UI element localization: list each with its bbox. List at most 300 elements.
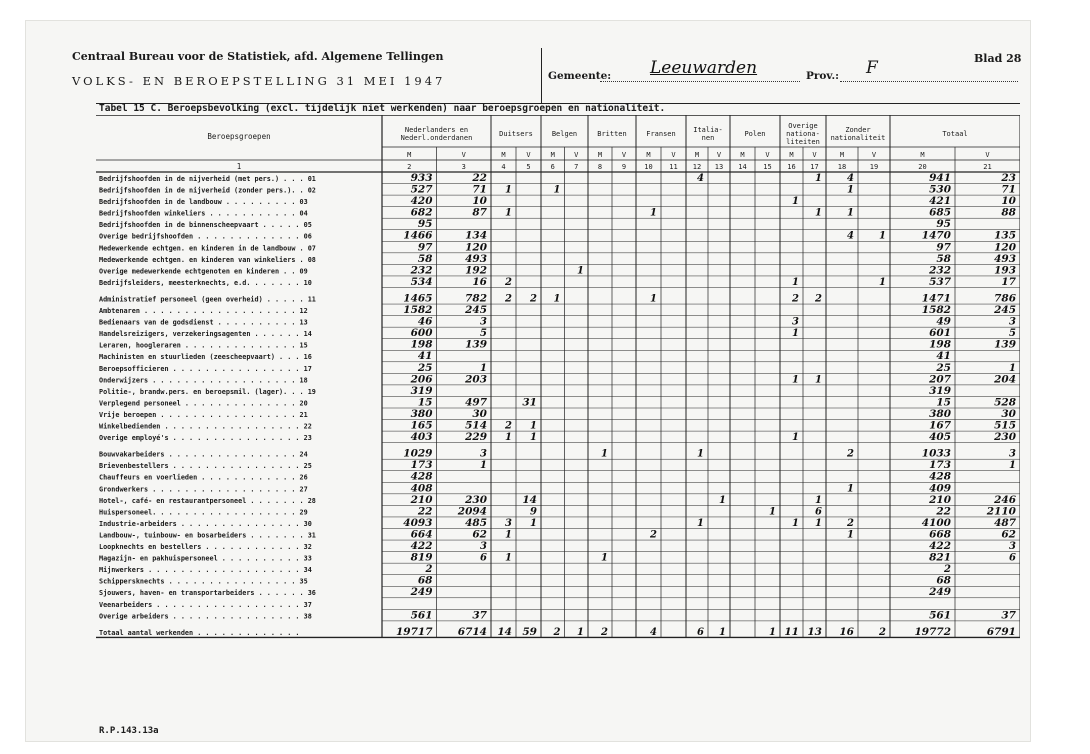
- table-row-label: Ambtenaren . . . . . . . . . . . . . . . . . . . 12: [99, 307, 308, 315]
- v-label: V: [621, 151, 627, 159]
- gemeente-value: Leeuwarden: [650, 58, 758, 78]
- column-number: 10: [644, 163, 653, 171]
- table-row-label: Landbouw-, tuinbouw- en bosarbeiders . . . . . . . 31: [99, 531, 316, 540]
- table-cell: 230: [465, 493, 487, 506]
- m-label: M: [646, 151, 651, 159]
- m-label: M: [789, 151, 794, 159]
- table-cell: 1: [553, 293, 561, 305]
- table-cell: 16: [472, 275, 487, 288]
- table-cell: 3: [1009, 448, 1016, 460]
- column-number: 15: [763, 163, 772, 171]
- table-cell: 245: [465, 304, 487, 316]
- v-label: V: [765, 151, 770, 159]
- table-cell: 782: [465, 292, 487, 305]
- table-cell: 135: [994, 229, 1016, 242]
- table-cell: 58: [936, 252, 951, 265]
- table-row-label: Grondwerkers . . . . . . . . . . . . . . . . . . 27: [99, 485, 308, 494]
- table-cell: 1: [650, 207, 657, 219]
- v-label: V: [812, 151, 817, 159]
- table-cell: 1: [815, 374, 822, 386]
- table-cell: 58: [417, 252, 433, 265]
- table-cell: 97: [936, 241, 951, 254]
- table-cell: 2: [847, 448, 854, 460]
- table-cell: 941: [929, 171, 951, 184]
- table-cell: 3: [480, 541, 487, 552]
- column-number: 7: [574, 163, 579, 171]
- census-title: VOLKS- EN BEROEPSTELLING 31 MEI 1947: [72, 74, 446, 88]
- table-cell: 534: [410, 275, 433, 288]
- table-cell: 206: [410, 373, 433, 386]
- table-cell: 1: [697, 517, 704, 529]
- table-cell: 380: [929, 407, 951, 420]
- table-cell: 22: [936, 505, 951, 518]
- table-row-label: Administratief personeel (geen overheid) . . . . . 11: [99, 295, 316, 304]
- table-cell: 19717: [395, 625, 433, 638]
- column-number: 11: [669, 163, 678, 171]
- table-row-label: Bedrijfshoofden in de landbouw . . . . . . . . . 03: [99, 198, 308, 207]
- table-cell: 97: [417, 241, 433, 254]
- column-number: 3: [461, 163, 466, 171]
- table-cell: 6714: [457, 625, 487, 638]
- m-label: M: [740, 151, 745, 159]
- column-number: 19: [869, 163, 879, 171]
- table-cell: 1471: [921, 292, 951, 305]
- table-cell: 230: [994, 431, 1016, 444]
- nationality-header: nen: [701, 134, 715, 143]
- table-cell: 819: [410, 551, 433, 564]
- table-cell: 87: [472, 206, 487, 219]
- table-cell: 2: [879, 626, 886, 638]
- table-cell: 1: [719, 626, 726, 638]
- table-row-label: Bedrijfshoofden in de binnenscheepvaart . . . . . 05: [99, 221, 312, 230]
- table-row-label: Huispersoneel. . . . . . . . . . . . . . . . . . 29: [99, 508, 308, 517]
- m-label: M: [920, 151, 925, 159]
- table-cell: 561: [410, 609, 433, 622]
- table-cell: 245: [994, 304, 1016, 316]
- table-cell: 2: [505, 420, 512, 432]
- table-cell: 1: [792, 432, 799, 444]
- table-cell: 1: [601, 448, 608, 460]
- table-row-label: Brievenbestellers . . . . . . . . . . . . . . . . 25: [99, 462, 312, 471]
- table-cell: 1: [505, 552, 512, 564]
- table-cell: 62: [472, 528, 487, 541]
- table-cell: 1: [879, 230, 886, 242]
- table-cell: 1: [650, 293, 657, 305]
- m-label: M: [597, 151, 603, 159]
- m-label: M: [501, 151, 506, 159]
- table-cell: 515: [994, 419, 1016, 432]
- nationality-header: Britten: [597, 130, 627, 138]
- table-cell: 23: [1001, 171, 1016, 184]
- table-cell: 14: [497, 625, 512, 638]
- table-cell: 664: [410, 528, 433, 541]
- form-code: R.P.143.13a: [99, 726, 159, 736]
- table-cell: 530: [929, 183, 951, 196]
- table-cell: 204: [994, 373, 1016, 386]
- table-cell: 600: [410, 327, 433, 340]
- table-cell: 246: [994, 493, 1016, 506]
- table-cell: 685: [929, 206, 951, 219]
- table-cell: 37: [472, 609, 487, 622]
- table-cell: 1: [879, 276, 886, 288]
- table-cell: 193: [994, 264, 1016, 277]
- table-cell: 232: [410, 264, 433, 277]
- table-cell: 4: [847, 172, 854, 184]
- table-cell: 1: [577, 626, 584, 638]
- table-cell: 2: [601, 626, 608, 638]
- table-row-label: Sjouwers, haven- en transportarbeiders . . . . . . 36: [99, 589, 316, 598]
- sheet-number: Blad 28: [974, 52, 1022, 65]
- nationality-header: Polen: [744, 130, 766, 138]
- table-cell: 428: [410, 470, 433, 483]
- table-cell: 203: [465, 373, 487, 386]
- table-row-label: Leraren, hoogleraren . . . . . . . . . . . . . . 15: [99, 341, 308, 350]
- table-cell: 1: [847, 529, 854, 541]
- table-cell: 1582: [921, 304, 951, 316]
- table-cell: 422: [929, 540, 951, 552]
- table-cell: 319: [929, 384, 951, 397]
- column-number: 4: [501, 163, 506, 171]
- table-cell: 821: [929, 551, 951, 564]
- table-cell: 1470: [921, 229, 951, 242]
- table-cell: 1029: [403, 447, 433, 460]
- table-cell: 514: [465, 419, 487, 432]
- table-cell: 421: [929, 195, 951, 208]
- table-cell: 1: [792, 374, 799, 386]
- table-row-label: Hotel-, café- en restaurantpersoneel . . . . . . . 28: [99, 496, 316, 505]
- table-cell: 2: [505, 293, 512, 305]
- table-cell: 1: [792, 196, 799, 208]
- table-cell: 527: [410, 183, 433, 196]
- table-cell: 120: [465, 241, 487, 254]
- nationality-header: Nederl.onderdanen: [400, 134, 473, 143]
- table-cell: 537: [929, 275, 951, 288]
- table-row-label: Overige arbeiders . . . . . . . . . . . . . . . . 38: [99, 612, 312, 621]
- table-cell: 2: [792, 293, 799, 305]
- table-row-label: Bedrijfsleiders, meesterknechts, e.d. . . . . . . 10: [99, 278, 312, 287]
- province-line: [840, 81, 1018, 82]
- table-title: Tabel 15 C. Beroepsbevolking (excl. tijdelijk niet werkenden) naar beroepsgroepen en nationaliteit.: [99, 103, 666, 114]
- table-cell: 71: [472, 183, 487, 196]
- table-row-label: Bedienaars van de godsdienst . . . . . . . . . . 13: [99, 318, 308, 327]
- nationality-header: Totaal: [942, 130, 968, 138]
- table-cell: 4: [650, 626, 657, 638]
- table-cell: 1582: [403, 304, 433, 316]
- table-row-label: Veenarbeiders . . . . . . . . . . . . . . . . . . 37: [99, 600, 312, 609]
- table-cell: 68: [936, 574, 951, 587]
- table-cell: 1: [815, 517, 822, 529]
- table-cell: 68: [417, 574, 433, 587]
- nationality-header: Overige: [788, 121, 818, 130]
- table-row-label: Bedrijfshoofden in de nijverheid (zonder pers.). . 02: [99, 186, 316, 195]
- table-cell: 1: [815, 172, 822, 184]
- table-cell: 3: [505, 517, 512, 529]
- table-row-label: Medewerkende echtgen. en kinderen in de landbouw . 07: [99, 244, 316, 253]
- table-cell: 49: [936, 315, 951, 328]
- table-cell: 71: [1001, 183, 1016, 196]
- table-cell: 6: [480, 552, 487, 564]
- table-cell: 192: [465, 264, 487, 277]
- table-cell: 4: [697, 172, 704, 184]
- province-label: Prov.:: [806, 70, 840, 82]
- table-cell: 1: [553, 184, 561, 196]
- table-cell: 493: [994, 252, 1016, 265]
- table-row-label: Bedrijfshoofden in de nijverheid (met pers.) . . . 01: [99, 174, 316, 183]
- column-number: 20: [918, 163, 927, 171]
- table-cell: 1: [577, 265, 584, 277]
- v-label: V: [716, 151, 722, 159]
- table-cell: 120: [994, 241, 1016, 254]
- column-number: 13: [714, 163, 724, 171]
- table-cell: 1: [815, 494, 822, 506]
- table-cell: 1: [847, 207, 854, 219]
- table-cell: 1: [792, 328, 799, 340]
- v-label: V: [526, 151, 531, 159]
- table-cell: 682: [410, 206, 433, 219]
- v-label: V: [871, 151, 877, 159]
- column-number: 18: [837, 163, 847, 171]
- nationality-header: Fransen: [646, 130, 676, 138]
- table-row-label: Verplegend personeel . . . . . . . . . . . . . . 20: [99, 399, 308, 408]
- table-cell: 3: [480, 448, 487, 460]
- table-cell: 2: [815, 293, 822, 305]
- table-cell: 173: [410, 459, 433, 472]
- table-cell: 139: [465, 338, 487, 351]
- column-number: 14: [738, 163, 747, 171]
- table-cell: 41: [417, 350, 433, 363]
- table-cell: 1: [601, 552, 608, 564]
- table-cell: 2: [944, 564, 951, 576]
- table-cell: 229: [465, 431, 487, 444]
- table-cell: 3: [480, 316, 487, 328]
- occupation-table: [96, 115, 1020, 715]
- column-number: 12: [692, 163, 702, 171]
- table-cell: 10: [472, 195, 487, 208]
- table-cell: 1: [480, 362, 487, 374]
- table-cell: 1: [769, 626, 776, 638]
- table-cell: 13: [807, 625, 822, 638]
- table-cell: 1: [505, 432, 512, 444]
- table-cell: 1: [480, 460, 487, 472]
- table-cell: 22: [472, 171, 487, 184]
- table-cell: 25: [936, 361, 951, 374]
- table-cell: 15: [417, 396, 433, 409]
- table-cell: 46: [417, 315, 433, 328]
- header-divider: [541, 48, 542, 103]
- table-cell: 1: [530, 432, 537, 444]
- table-cell: 173: [929, 459, 951, 472]
- v-label: V: [985, 151, 990, 159]
- table-cell: 95: [417, 218, 433, 231]
- table-cell: 1: [530, 420, 537, 432]
- table-cell: 14: [522, 493, 537, 506]
- table-cell: 11: [784, 625, 799, 638]
- m-label: M: [839, 151, 845, 159]
- table-cell: 1: [505, 529, 512, 541]
- table-cell: 198: [929, 338, 951, 351]
- column-number: 9: [621, 163, 627, 171]
- table-row-label: Chauffeurs en voerlieden . . . . . . . . . . . . 26: [99, 473, 308, 482]
- table-cell: 62: [1001, 528, 1016, 541]
- table-cell: 1: [815, 207, 822, 219]
- table-row-label: Vrije beroepen . . . . . . . . . . . . . . . . . 21: [99, 410, 308, 419]
- table-cell: 319: [410, 384, 433, 397]
- table-cell: 1: [1009, 460, 1016, 472]
- table-cell: 5: [480, 328, 487, 340]
- table-cell: 3: [792, 316, 799, 328]
- table-cell: 5: [1009, 328, 1016, 340]
- province-value: F: [866, 58, 878, 78]
- table-cell: 232: [929, 264, 951, 277]
- nationality-header: Zonder: [845, 125, 871, 134]
- column-number: 16: [787, 163, 796, 171]
- table-cell: 2: [553, 626, 561, 638]
- table-cell: 1: [792, 517, 799, 529]
- table-cell: 1: [697, 448, 704, 460]
- table-cell: 249: [410, 586, 433, 599]
- table-cell: 249: [929, 586, 951, 599]
- table-cell: 1466: [403, 229, 433, 242]
- table-row-label: Medewerkende echtgen. en kinderen van winkeliers . 08: [99, 255, 316, 264]
- table-cell: 6: [1009, 552, 1016, 564]
- table-cell: 561: [929, 609, 951, 622]
- table-cell: 1033: [921, 447, 951, 460]
- table-cell: 88: [1001, 206, 1016, 219]
- table-row-label: Industrie-arbeiders . . . . . . . . . . . . . . . 30: [99, 519, 312, 528]
- column-number: 1: [236, 162, 242, 171]
- table-cell: 6791: [986, 625, 1016, 638]
- table-cell: 485: [465, 516, 487, 529]
- table-cell: 1: [719, 494, 726, 506]
- table-cell: 428: [929, 470, 951, 483]
- table-row-label: Overige medewerkende echtgenoten en kinderen . . 09: [99, 267, 308, 276]
- table-cell: 1: [530, 517, 537, 529]
- table-cell: 2: [425, 564, 433, 576]
- table-cell: 165: [410, 419, 433, 432]
- table-cell: 22: [417, 505, 433, 518]
- v-label: V: [461, 151, 466, 159]
- table-cell: 2: [530, 293, 537, 305]
- table-row-label: Winkelbedienden . . . . . . . . . . . . . . . . . 22: [99, 422, 312, 431]
- table-cell: 408: [410, 482, 433, 495]
- table-cell: 4093: [403, 516, 433, 529]
- table-row-label: Beroepsofficieren . . . . . . . . . . . . . . . . 17: [99, 364, 312, 373]
- column-number: 21: [983, 163, 992, 171]
- table-cell: 210: [929, 493, 951, 506]
- table-cell: 3: [1009, 316, 1016, 328]
- table-cell: 409: [929, 482, 951, 495]
- groups-header: Beroepsgroepen: [207, 132, 271, 141]
- table-cell: 139: [994, 338, 1016, 351]
- v-label: V: [671, 151, 676, 159]
- table-cell: 4100: [921, 516, 951, 529]
- table-row-label: Bouwvakarbeiders . . . . . . . . . . . . . . . . 24: [99, 450, 308, 459]
- v-label: V: [574, 151, 579, 159]
- table-cell: 380: [410, 407, 433, 420]
- table-cell: 668: [929, 528, 951, 541]
- table-cell: 3: [1009, 541, 1016, 552]
- bureau-title: Centraal Bureau voor de Statistiek, afd. Algemene Tellingen: [72, 50, 444, 63]
- gemeente-line: [600, 81, 800, 82]
- nationality-header: liteiten: [786, 138, 820, 147]
- table-cell: 1: [847, 184, 854, 196]
- table-row-label: Mijnwerkers . . . . . . . . . . . . . . . . . . . 34: [99, 566, 312, 575]
- table-cell: 31: [522, 396, 537, 409]
- column-number: 6: [550, 163, 555, 171]
- table-cell: 1465: [403, 292, 433, 305]
- table-cell: 601: [929, 327, 951, 340]
- nationality-header: Duitsers: [499, 130, 533, 138]
- table-cell: 59: [522, 625, 537, 638]
- table-cell: 30: [1001, 407, 1016, 420]
- column-number: 2: [407, 163, 412, 171]
- table-cell: 528: [994, 396, 1016, 409]
- table-cell: 1: [505, 207, 512, 219]
- m-label: M: [694, 151, 700, 159]
- total-row-label: Totaal aantal werkenden . . . . . . . . . . . . .: [99, 628, 300, 637]
- table-cell: 1: [1009, 362, 1016, 374]
- table-cell: 497: [465, 396, 487, 409]
- table-cell: 6: [697, 626, 704, 638]
- nationality-header: nationaliteit: [830, 134, 886, 143]
- table-cell: 1: [847, 483, 854, 495]
- table-row-label: Handelsreizigers, verzekeringsagenten . . . . . . 14: [99, 330, 312, 339]
- table-row-label: Politie-, brandw.pers. en beroepsmil. (lager). . . 19: [99, 387, 316, 396]
- table-cell: 487: [994, 516, 1016, 529]
- table-cell: 2094: [457, 505, 487, 518]
- table-cell: 198: [410, 338, 433, 351]
- table-cell: 207: [929, 373, 951, 386]
- table-cell: 19772: [914, 625, 951, 638]
- table-cell: 25: [417, 361, 433, 374]
- table-row-label: Magazijn- en pakhuispersoneel . . . . . . . . . . 33: [99, 554, 312, 563]
- table-cell: 403: [410, 431, 433, 444]
- column-number: 5: [526, 163, 531, 171]
- m-label: M: [550, 151, 555, 159]
- table-cell: 17: [1001, 275, 1016, 288]
- table-cell: 167: [929, 419, 951, 432]
- table-cell: 1: [769, 506, 776, 518]
- column-number: 8: [597, 163, 603, 171]
- table-cell: 420: [410, 195, 433, 208]
- table-row-label: Bedrijfshoofden winkeliers . . . . . . . . . . . 04: [99, 209, 308, 218]
- table-cell: 16: [839, 625, 854, 638]
- table-cell: 4: [847, 230, 854, 242]
- table-row-label: Machinisten en stuurlieden (zeescheepvaart) . . . 16: [99, 353, 312, 362]
- table-cell: 10: [1001, 195, 1016, 208]
- table-cell: 15: [936, 396, 951, 409]
- table-cell: 9: [530, 506, 537, 518]
- table-cell: 2110: [986, 505, 1016, 518]
- gemeente-label: Gemeente:: [548, 70, 612, 82]
- table-row-label: Overige employé's . . . . . . . . . . . . . . . . 23: [99, 434, 312, 443]
- table-cell: 37: [1001, 609, 1016, 622]
- table-cell: 95: [936, 218, 951, 231]
- table-row-label: Onderwijzers . . . . . . . . . . . . . . . . . . 18: [99, 376, 308, 385]
- m-label: M: [407, 151, 412, 159]
- table-cell: 6: [815, 506, 822, 518]
- table-row-label: Loopknechts en bestellers . . . . . . . . . . . . 32: [99, 543, 312, 551]
- nationality-header: Italia-: [693, 125, 723, 134]
- table-cell: 405: [929, 431, 951, 444]
- table-cell: 1: [505, 184, 512, 196]
- nationality-header: nationa-: [786, 130, 820, 138]
- table-cell: 422: [410, 540, 433, 552]
- table-cell: 2: [505, 276, 512, 288]
- table-row-label: Overige bedrijfshoofden . . . . . . . . . . . . . 06: [99, 232, 312, 241]
- table-cell: 1: [792, 276, 799, 288]
- nationality-header: Belgen: [551, 130, 578, 138]
